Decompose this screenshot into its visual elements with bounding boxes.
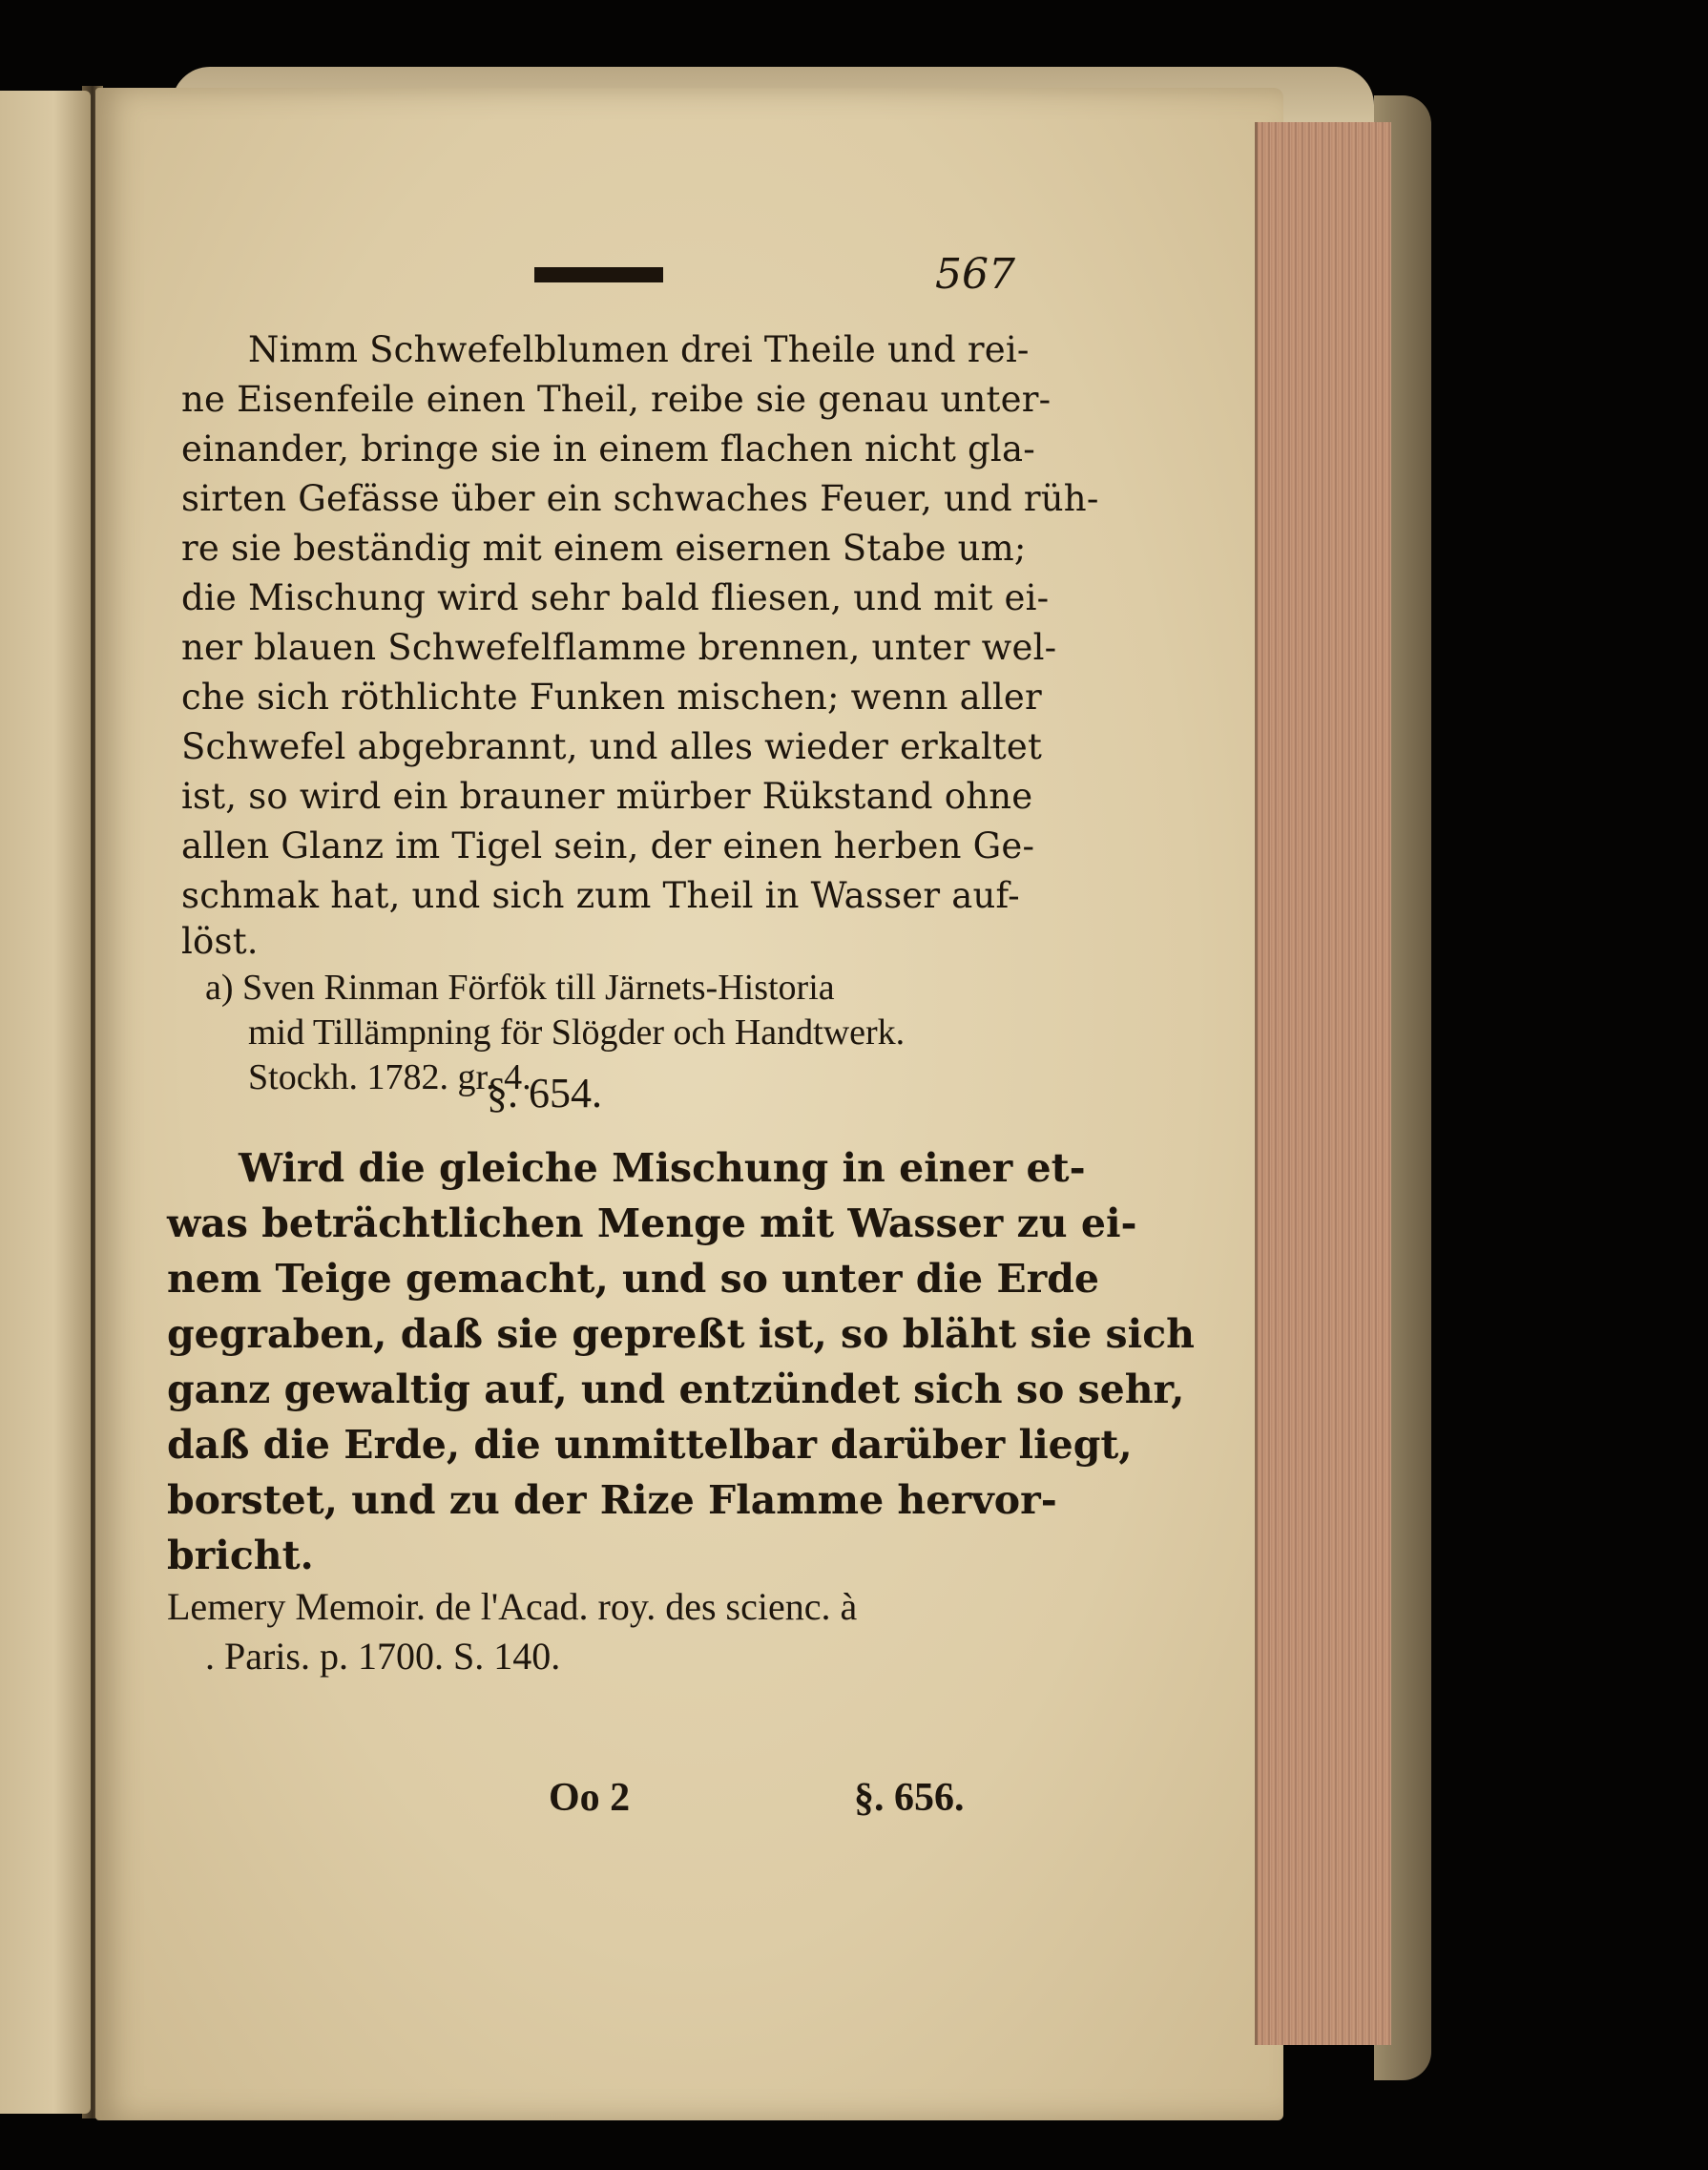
header-rule [534,267,663,282]
paragraph1-line: die Mischung wird sehr bald fliesen, und mit ei- [181,577,1050,618]
paragraph1-line: ne Eisenfeile einen Theil, reibe sie genau unter- [181,379,1052,420]
paragraph1-line: ner blauen Schwefelflamme brennen, unter wel- [181,627,1057,668]
signature-mark: Oo 2 [549,1776,631,1820]
paragraph1-line: einander, bringe sie in einem flachen nicht gla- [181,428,1035,469]
page-number: 567 [935,250,1015,299]
paragraph2-line: Wird die gleiche Mischung in einer et- [239,1145,1086,1191]
paragraph1-line: che sich röthlichte Funken mischen; wenn aller [181,677,1042,718]
paragraph1-line: Schwefel abgebrannt, und alles wieder erkaltet [181,726,1043,767]
paragraph2-line: nem Teige gemacht, und so unter die Erde [167,1256,1099,1302]
paragraph1-line: allen Glanz im Tigel sein, der einen herben Ge- [181,825,1035,866]
paragraph2-line: daß die Erde, die unmittelbar darüber liegt, [167,1422,1133,1468]
page-stack-edge [1255,122,1391,2045]
paragraph1-line: sirten Gefässe über ein schwaches Feuer, und rüh- [181,478,1099,519]
paragraph1-line: schmak hat, und sich zum Theil in Wasser auf- [181,875,1020,916]
paragraph1-line: re sie beständig mit einem eisernen Stabe um; [181,528,1027,569]
catchword: §. 656. [854,1776,965,1820]
footnote-line: a) Sven Rinman Förfök till Järnets-Historia [205,968,835,1008]
footnote-line: Stockh. 1782. gr. 4. [248,1057,531,1097]
paragraph2-line: ganz gewaltig auf, und entzündet sich so sehr, [167,1367,1185,1412]
paragraph1-line: ist, so wird ein brauner mürber Rükstand ohne [181,776,1033,817]
section-heading: §. 654. [487,1070,602,1116]
reference-line: Lemery Memoir. de l'Acad. roy. des scienc. à [167,1585,858,1628]
reference-line: . Paris. p. 1700. S. 140. [205,1635,561,1678]
paragraph1-line: löst. [181,921,259,962]
paragraph2-line: gegraben, daß sie gepreßt ist, so bläht sie sich [167,1311,1195,1357]
paragraph2-line: was beträchtlichen Menge mit Wasser zu ei- [167,1200,1137,1246]
paragraph2-line: borstet, und zu der Rize Flamme hervor- [167,1477,1057,1523]
footnote-line: mid Tillämpning för Slögder och Handtwerk. [248,1012,906,1053]
left-page-edge [0,91,91,2114]
paragraph2-line: bricht. [167,1533,314,1578]
paragraph1-line: Nimm Schwefelblumen drei Theile und rei- [248,329,1030,370]
